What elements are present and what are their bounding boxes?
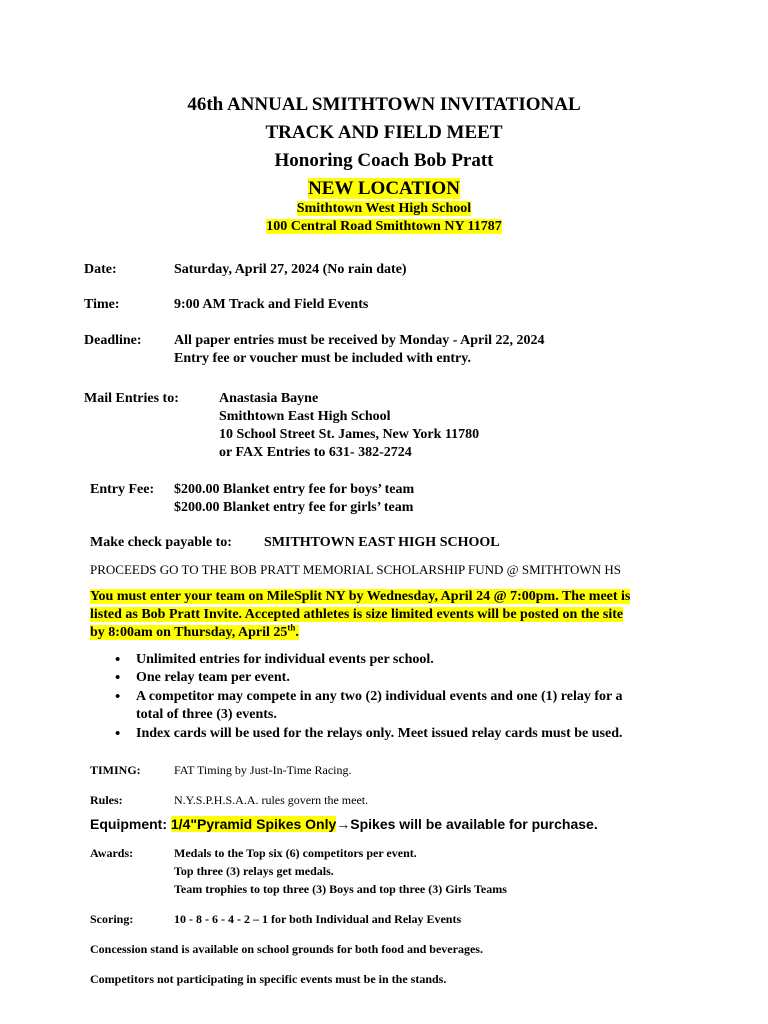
milesplit-text-3 xyxy=(90,622,299,640)
bullet-icon: • xyxy=(115,670,121,686)
mail-label: Mail Entries to: xyxy=(84,391,179,406)
equipment-highlight: 1/4"Pyramid Spikes Only xyxy=(170,816,337,832)
fee-line-girls: $200.00 Blanket entry fee for girls’ team xyxy=(174,500,414,515)
title-line-3: Honoring Coach Bob Pratt xyxy=(274,150,494,171)
mail-line-school: Smithtown East High School xyxy=(219,409,391,424)
awards-line-3: Team trophies to top three (3) Boys and top three (3) Girls Teams xyxy=(174,882,507,896)
mail-line-street: 10 School Street St. James, New York 11780 xyxy=(219,427,480,442)
awards-line-2: Top three (3) relays get medals. xyxy=(174,864,334,878)
scoring-value: 10 - 8 - 6 - 4 - 2 – 1 for both Individual and Relay Events xyxy=(174,912,462,926)
equipment-label: Equipment: xyxy=(90,816,167,832)
milesplit-ordinal: th xyxy=(287,622,296,633)
title-line-2: TRACK AND FIELD MEET xyxy=(265,122,503,143)
concession-note: Concession stand is available on school grounds for both food and beverages. xyxy=(90,942,483,956)
milesplit-period: . xyxy=(295,625,299,640)
list-item-continuation: total of three (3) events. xyxy=(136,707,277,722)
milesplit-line-3 xyxy=(90,622,299,641)
milesplit-line-2 xyxy=(90,607,623,623)
time-value: 9:00 AM Track and Field Events xyxy=(174,297,369,312)
fee-line-boys: $200.00 Blanket entry fee for boys’ team xyxy=(174,482,415,497)
date-value: Saturday, April 27, 2024 (No rain date) xyxy=(174,262,407,277)
proceeds-note: PROCEEDS GO TO THE BOB PRATT MEMORIAL SCHOLARSHIP FUND @ SMITHTOWN HS xyxy=(90,562,621,577)
awards-label: Awards: xyxy=(90,846,134,860)
rules-value: N.Y.S.P.H.S.A.A. rules govern the meet. xyxy=(174,793,369,807)
address-text: 100 Central Road Smithtown NY 11787 xyxy=(266,219,502,234)
mail-line-name: Anastasia Bayne xyxy=(219,391,319,406)
scoring-label: Scoring: xyxy=(90,912,134,926)
deadline-line-1: All paper entries must be received by Monday - April 22, 2024 xyxy=(174,333,545,348)
list-item: Index cards will be used for the relays only. Meet issued relay cards must be used. xyxy=(136,726,623,741)
date-label: Date: xyxy=(84,262,117,277)
bullet-icon: • xyxy=(115,689,121,705)
timing-label: TIMING: xyxy=(90,763,141,777)
deadline-label: Deadline: xyxy=(84,333,142,348)
address-line xyxy=(0,219,768,235)
fee-label: Entry Fee: xyxy=(90,482,155,497)
list-item: A competitor may compete in any two (2) individual events and one (1) relay for a xyxy=(136,689,623,704)
timing-value: FAT Timing by Just-In-Time Racing. xyxy=(174,763,352,777)
time-label: Time: xyxy=(84,297,120,312)
awards-line-1: Medals to the Top six (6) competitors per event. xyxy=(174,846,417,860)
equipment-rest: Spikes will be available for purchase. xyxy=(350,816,598,832)
arrow-right-icon: → xyxy=(336,816,351,832)
deadline-line-2: Entry fee or voucher must be included with entry. xyxy=(174,351,471,366)
competitors-note: Competitors not participating in specific events must be in the stands. xyxy=(90,972,447,986)
bullet-icon: • xyxy=(115,726,121,742)
list-item: One relay team per event. xyxy=(136,670,290,685)
milesplit-line-1 xyxy=(90,589,630,605)
milesplit-text-2: listed as Bob Pratt Invite. Accepted athletes is size limited events will be posted on the site xyxy=(90,607,624,622)
venue-line xyxy=(0,201,768,217)
rules-label: Rules: xyxy=(90,793,123,807)
new-location-heading xyxy=(0,178,768,200)
bullet-icon: • xyxy=(115,652,121,668)
equipment-line xyxy=(90,816,598,832)
venue-text: Smithtown West High School xyxy=(296,201,472,216)
milesplit-text-3-main: by 8:00am on Thursday, April 25 xyxy=(90,625,288,640)
milesplit-text-1: You must enter your team on MileSplit NY by Wednesday, April 24 @ 7:00pm. The meet is xyxy=(90,589,631,604)
mail-line-fax: or FAX Entries to 631- 382-2724 xyxy=(219,445,412,460)
new-location-text: NEW LOCATION xyxy=(308,178,460,199)
check-value: SMITHTOWN EAST HIGH SCHOOL xyxy=(264,535,500,550)
title-line-1: 46th ANNUAL SMITHTOWN INVITATIONAL xyxy=(187,94,581,115)
list-item: Unlimited entries for individual events per school. xyxy=(136,652,434,667)
check-label: Make check payable to: xyxy=(90,535,232,550)
